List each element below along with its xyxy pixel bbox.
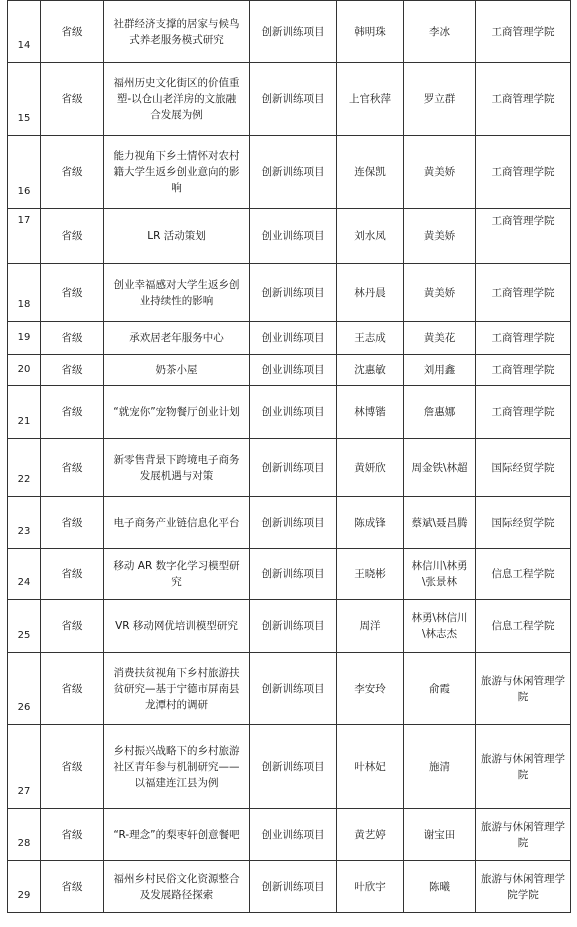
project-level: 省级 (41, 725, 104, 809)
table-row (8, 861, 571, 913)
project-leader: 上官秋萍 (337, 63, 404, 136)
project-type: 创业训练项目 (250, 386, 337, 439)
project-type: 创新训练项目 (250, 725, 337, 809)
project-advisor: 李冰 (404, 1, 476, 63)
project-school: 工商管理学院 (476, 136, 571, 209)
project-level: 省级 (41, 136, 104, 209)
project-title: 福州乡村民俗文化资源整合及发展路径探索 (104, 861, 250, 913)
table-row (8, 809, 571, 861)
project-level: 省级 (41, 600, 104, 653)
project-type: 创业训练项目 (250, 809, 337, 861)
project-type: 创新训练项目 (250, 861, 337, 913)
project-title: 乡村振兴战略下的乡村旅游社区青年参与机制研究——以福建连江县为例 (104, 725, 250, 809)
project-school: 工商管理学院 (476, 1, 571, 63)
project-advisor: 刘用鑫 (404, 355, 476, 386)
project-leader: 周洋 (337, 600, 404, 653)
row-number: 19 (8, 322, 41, 355)
project-level: 省级 (41, 209, 104, 264)
project-advisor: 罗立群 (404, 63, 476, 136)
project-title: VR 移动网优培训模型研究 (104, 600, 250, 653)
project-advisor: 黄美娇 (404, 264, 476, 322)
project-type: 创业训练项目 (250, 209, 337, 264)
table-row (8, 355, 571, 386)
project-level: 省级 (41, 63, 104, 136)
row-number: 26 (8, 653, 41, 725)
project-type: 创新训练项目 (250, 1, 337, 63)
project-level: 省级 (41, 1, 104, 63)
project-advisor: 黄美花 (404, 322, 476, 355)
project-type: 创新训练项目 (250, 600, 337, 653)
project-school: 旅游与休闲管理学院 (476, 653, 571, 725)
project-school: 旅游与休闲管理学院 (476, 809, 571, 861)
row-number: 27 (8, 725, 41, 809)
project-school: 信息工程学院 (476, 549, 571, 600)
project-leader: 林丹晨 (337, 264, 404, 322)
row-number: 25 (8, 600, 41, 653)
table-row (8, 1, 571, 63)
project-type: 创业训练项目 (250, 355, 337, 386)
project-type: 创新训练项目 (250, 497, 337, 549)
row-number: 23 (8, 497, 41, 549)
project-advisor: 蔡斌\聂昌腾 (404, 497, 476, 549)
project-school: 工商管理学院 (476, 63, 571, 136)
table-row (8, 209, 571, 264)
project-level: 省级 (41, 322, 104, 355)
project-level: 省级 (41, 386, 104, 439)
project-title: 社群经济支撑的居家与候鸟式养老服务模式研究 (104, 1, 250, 63)
project-school: 旅游与休闲管理学院 (476, 725, 571, 809)
project-level: 省级 (41, 264, 104, 322)
project-leader: 王晓彬 (337, 549, 404, 600)
project-type: 创新训练项目 (250, 264, 337, 322)
project-leader: 叶林妃 (337, 725, 404, 809)
project-leader: 沈惠敏 (337, 355, 404, 386)
project-advisor: 施清 (404, 725, 476, 809)
project-type: 创新训练项目 (250, 63, 337, 136)
project-type: 创新训练项目 (250, 549, 337, 600)
project-leader: 叶欣宇 (337, 861, 404, 913)
project-leader: 李安玲 (337, 653, 404, 725)
projects-table (7, 0, 571, 913)
project-level: 省级 (41, 809, 104, 861)
project-title: LR 活动策划 (104, 209, 250, 264)
project-leader: 陈成锋 (337, 497, 404, 549)
project-school: 工商管理学院 (476, 264, 571, 322)
project-leader: 王志成 (337, 322, 404, 355)
table-row (8, 497, 571, 549)
project-advisor: 黄美娇 (404, 136, 476, 209)
table-row (8, 653, 571, 725)
project-type: 创新训练项目 (250, 136, 337, 209)
project-title: 新零售背景下跨境电子商务发展机遇与对策 (104, 439, 250, 497)
project-school: 旅游与休闲管理学院学院 (476, 861, 571, 913)
project-school: 国际经贸学院 (476, 497, 571, 549)
project-level: 省级 (41, 861, 104, 913)
project-school: 工商管理学院 (476, 209, 571, 264)
project-school: 工商管理学院 (476, 355, 571, 386)
table-row (8, 600, 571, 653)
project-leader: 黄艺婷 (337, 809, 404, 861)
project-advisor: 俞霞 (404, 653, 476, 725)
project-leader: 黄妍欣 (337, 439, 404, 497)
row-number: 18 (8, 264, 41, 322)
project-advisor: 林勇\林信川\林志杰 (404, 600, 476, 653)
row-number: 21 (8, 386, 41, 439)
project-title: “R-理念”的梨枣轩创意餐吧 (104, 809, 250, 861)
project-type: 创新训练项目 (250, 653, 337, 725)
project-title: 消费扶贫视角下乡村旅游扶贫研究—基于宁德市屏南县龙潭村的调研 (104, 653, 250, 725)
table-row (8, 63, 571, 136)
project-title: 移动 AR 数字化学习模型研究 (104, 549, 250, 600)
project-title: 创业幸福感对大学生返乡创业持续性的影响 (104, 264, 250, 322)
project-type: 创业训练项目 (250, 322, 337, 355)
row-number: 14 (8, 1, 41, 63)
project-level: 省级 (41, 439, 104, 497)
project-title: 能力视角下乡土情怀对农村籍大学生返乡创业意向的影响 (104, 136, 250, 209)
project-leader: 刘水凤 (337, 209, 404, 264)
row-number: 17 (8, 209, 41, 264)
project-advisor: 詹惠娜 (404, 386, 476, 439)
project-level: 省级 (41, 653, 104, 725)
project-school: 工商管理学院 (476, 386, 571, 439)
project-school: 国际经贸学院 (476, 439, 571, 497)
row-number: 29 (8, 861, 41, 913)
project-title: 电子商务产业链信息化平台 (104, 497, 250, 549)
table-row (8, 136, 571, 209)
table-row (8, 264, 571, 322)
project-advisor: 黄美娇 (404, 209, 476, 264)
project-title: 福州历史文化街区的价值重塑-以仓山老洋房的文旅融合发展为例 (104, 63, 250, 136)
project-advisor: 谢宝田 (404, 809, 476, 861)
table-row (8, 725, 571, 809)
project-advisor: 陈曦 (404, 861, 476, 913)
project-school: 工商管理学院 (476, 322, 571, 355)
table-row (8, 322, 571, 355)
project-level: 省级 (41, 355, 104, 386)
table-row (8, 439, 571, 497)
row-number: 16 (8, 136, 41, 209)
project-level: 省级 (41, 549, 104, 600)
project-leader: 韩明珠 (337, 1, 404, 63)
project-school: 信息工程学院 (476, 600, 571, 653)
row-number: 20 (8, 355, 41, 386)
project-level: 省级 (41, 497, 104, 549)
project-leader: 林博锴 (337, 386, 404, 439)
table-row (8, 549, 571, 600)
row-number: 28 (8, 809, 41, 861)
table-row (8, 386, 571, 439)
project-type: 创新训练项目 (250, 439, 337, 497)
project-advisor: 林信川\林勇\张景林 (404, 549, 476, 600)
project-advisor: 周金铁\林超 (404, 439, 476, 497)
project-title: 奶茶小屋 (104, 355, 250, 386)
row-number: 22 (8, 439, 41, 497)
row-number: 15 (8, 63, 41, 136)
project-title: “就宠你”宠物餐厅创业计划 (104, 386, 250, 439)
project-leader: 连保凯 (337, 136, 404, 209)
row-number: 24 (8, 549, 41, 600)
project-title: 承欢居老年服务中心 (104, 322, 250, 355)
